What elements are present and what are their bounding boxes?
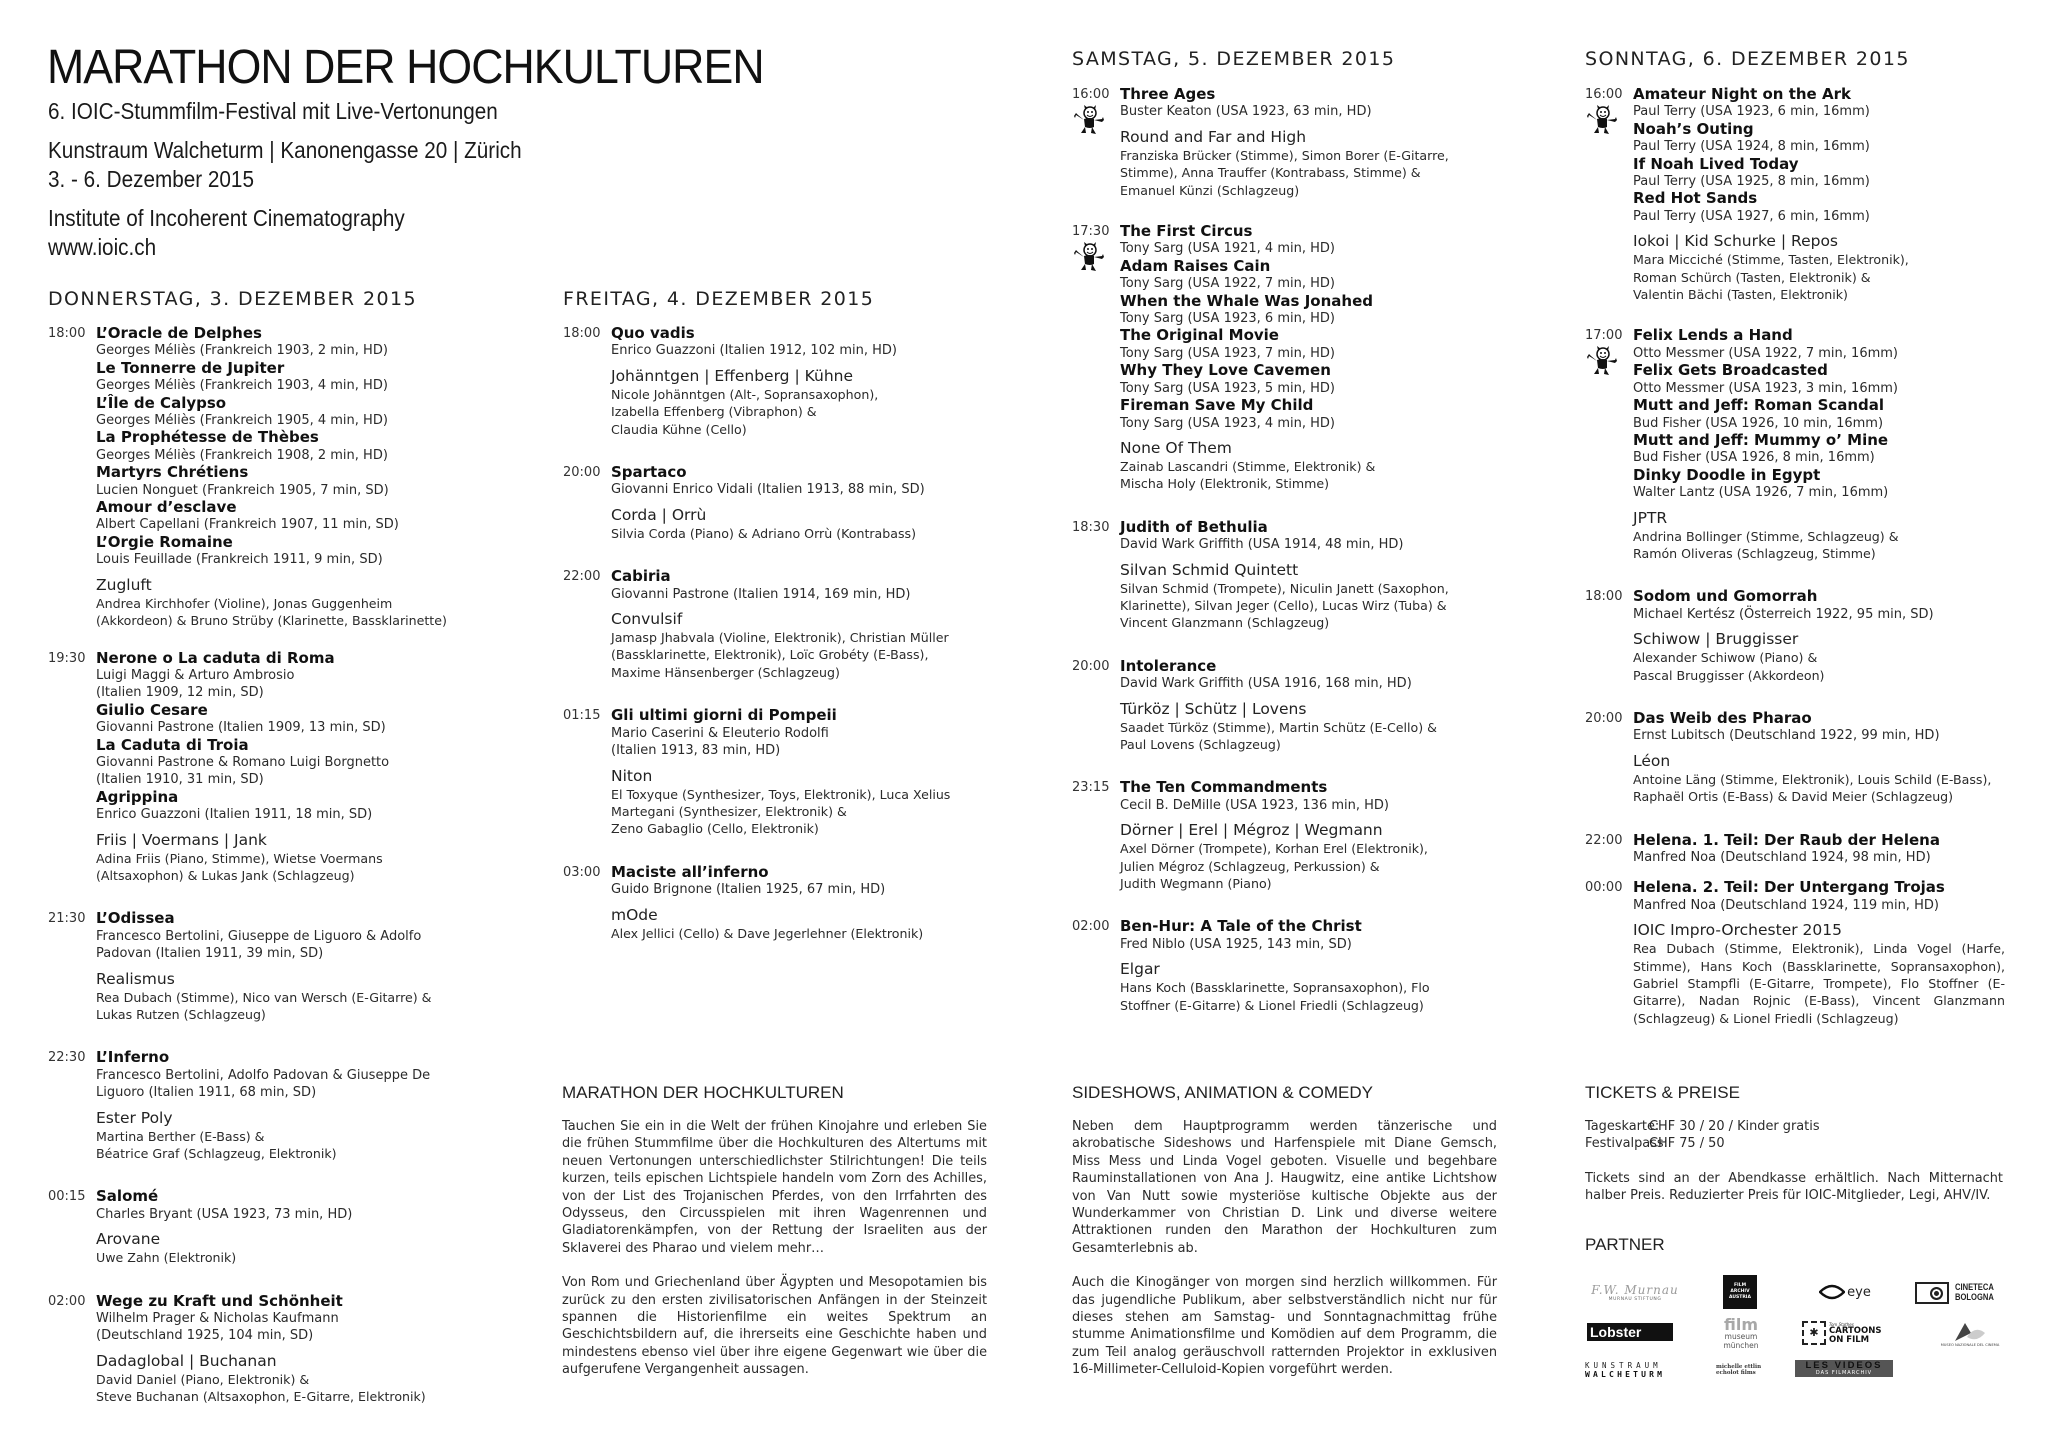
band-members: Axel Dörner (Trompete), Korhan Erel (Elektronik), <box>1120 841 1428 857</box>
film-credits: Luigi Maggi & Arturo Ambrosio <box>96 667 295 683</box>
film-credits: Georges Méliès (Frankreich 1905, 4 min, HD) <box>96 413 388 429</box>
band-members: Judith Wegmann (Piano) <box>1120 876 1272 891</box>
band-name: Léon <box>1633 751 1671 770</box>
film-title: Felix Gets Broadcasted <box>1633 361 1828 380</box>
film-title: Quo vadis <box>611 324 695 342</box>
band-members: Emanuel Künzi (Schlagzeug) <box>1120 182 1300 198</box>
film-title: The First Circus <box>1120 222 1253 241</box>
festival-dates: 3. - 6. Dezember 2015 <box>48 166 254 192</box>
slot-time: 22:30 <box>48 1050 86 1066</box>
band-members: Vincent Glanzmann (Schlagzeug) <box>1120 615 1330 631</box>
time-slot <box>563 464 1033 542</box>
film-title: Wege zu Kraft und Schönheit <box>96 1291 343 1310</box>
organizer: Institute of Incoherent Cinematography <box>48 205 405 231</box>
film-credits: Otto Messmer (USA 1922, 7 min, 16mm) <box>1633 345 1898 361</box>
michelle-ettlin-logo <box>1716 1359 1772 1381</box>
film-title: La Caduta di Troia <box>96 735 249 754</box>
band-name: Arovane <box>96 1230 161 1249</box>
film-credits: Enrico Guazzoni (Italien 1911, 18 min, SD) <box>96 807 373 823</box>
film-credits: Tony Sarg (USA 1923, 4 min, HD) <box>1120 415 1335 431</box>
about-paragraph: Tauchen Sie ein in die Welt der frühen Kinojahre und erleben Sie die frühen Stummfilme über die Hochkulturen des Altertums mit neuen Vertonungen unterschiedlichster Stilrichtungen! Die teils kurzen, teils epischen Lichtspiele handeln vom Zorn des Achilles, von der List des Trojanischen Pferdes, von den Irrfahrten des Odysseus, den Circusspielen mit ihren Wagenrennen und Gladiatorenkämpfen, von der Rettung der Israeliten aus der Sklaverei des Pharao und vielem mehr… <box>562 1119 987 1256</box>
sideshows-text <box>1072 1118 1497 1396</box>
band-members: Roman Schürch (Tasten, Elektronik) & <box>1633 269 1871 285</box>
logo-text: CARTOONS ON FILM <box>1829 1325 1882 1345</box>
film-title: Three Ages <box>1120 85 1216 103</box>
film-credits: Tony Sarg (USA 1923, 6 min, HD) <box>1120 311 1335 327</box>
film-title: Giulio Cesare <box>96 700 208 719</box>
film-title: Salomé <box>96 1187 159 1206</box>
film-credits: Lucien Nonguet (Frankreich 1905, 7 min, SD) <box>96 482 389 498</box>
slot-time: 17:00 <box>1585 328 1623 344</box>
cineteca-bologna-logo <box>1915 1280 2005 1306</box>
film-credits: Fred Niblo (USA 1925, 143 min, SD) <box>1120 936 1352 952</box>
price-row <box>1585 1118 1820 1135</box>
logo-subtext: DAS FILMARCHIV <box>1815 1370 1873 1376</box>
logo-text: michelle ettlin <box>1716 1364 1762 1370</box>
logo-text: Lobster <box>1590 1324 1642 1340</box>
band-members: Hans Koch (Bassklarinette, Sopransaxophon), Flo <box>1120 980 1430 996</box>
band-name: Elgar <box>1120 960 1160 979</box>
band-members: Stoffner (E-Gitarre) & Lionel Friedli (Schlagzeug) <box>1120 997 1424 1013</box>
logo-text: film <box>1723 1314 1758 1334</box>
film-credits: Tony Sarg (USA 1923, 7 min, HD) <box>1120 345 1335 361</box>
band-members: Franziska Brücker (Stimme), Simon Borer (E-Gitarre, <box>1120 147 1449 163</box>
logo-subtext: WALCHETURM <box>1585 1370 1666 1379</box>
film-credits: Enrico Guazzoni (Italien 1912, 102 min, HD) <box>611 343 897 359</box>
film-title: Judith of Bethulia <box>1120 517 1268 536</box>
film-credits: Michael Kertész (Österreich 1922, 95 min, SD) <box>1633 606 1934 622</box>
film-credits: Giovanni Pastrone & Romano Luigi Borgnetto <box>96 754 390 770</box>
time-slot <box>48 1188 518 1266</box>
filmarchiv-austria-logo: FILM ARCHIV AUSTRIA <box>1723 1275 1757 1309</box>
time-slot <box>48 1293 518 1406</box>
slot-time: 02:00 <box>1072 919 1110 935</box>
film-title: Agrippina <box>96 787 179 806</box>
band-name: mOde <box>611 905 658 924</box>
slot-time: 18:30 <box>1072 519 1110 535</box>
cineteca-frame-icon <box>1915 1282 1949 1304</box>
time-slot <box>1585 327 2025 562</box>
time-slot <box>563 568 1033 681</box>
band-members: Ramón Oliveras (Schlagzeug, Stimme) <box>1633 545 1876 561</box>
film-title: Sodom und Gomorrah <box>1633 587 1818 606</box>
band-members: Valentin Bächi (Tasten, Elektronik) <box>1633 287 1848 303</box>
filmstrip-icon: ✱ <box>1802 1321 1826 1345</box>
slot-time: 22:00 <box>563 569 601 585</box>
band-members: Béatrice Graf (Schlagzeug, Elektronik) <box>96 1146 337 1162</box>
logo-subtext: MURNAU STIFTUNG <box>1608 1296 1662 1302</box>
slot-time: 00:15 <box>48 1189 86 1205</box>
film-credits: Charles Bryant (USA 1923, 73 min, HD) <box>96 1206 353 1222</box>
museo-mark-icon <box>1953 1321 1987 1343</box>
slot-time: 01:15 <box>563 708 601 724</box>
price-value: CHF 75 / 50 <box>1649 1136 1725 1151</box>
film-credits: Paul Terry (USA 1923, 6 min, 16mm) <box>1633 104 1870 120</box>
band-members: Uwe Zahn (Elektronik) <box>96 1250 237 1266</box>
band-name: IOIC Impro-Orchester 2015 <box>1633 921 1842 940</box>
band-members: Adina Friis (Piano, Stimme), Wietse Voermans <box>96 850 383 866</box>
band-members: (Altsaxophon) & Lukas Jank (Schlagzeug) <box>96 867 355 883</box>
felix-the-cat-icon <box>1074 105 1104 135</box>
band-name: Johänntgen | Effenberg | Kühne <box>611 366 853 385</box>
band-members: Antoine Läng (Stimme, Elektronik), Louis Schild (E-Bass), <box>1633 771 1992 787</box>
slot-time: 20:00 <box>1072 658 1110 674</box>
logo-text: KUNSTRAUM <box>1585 1361 1662 1370</box>
logo-text: F.W. Murnau <box>1591 1282 1679 1297</box>
band-name: Ester Poly <box>96 1108 173 1127</box>
time-slot <box>1585 832 2025 867</box>
about-heading: MARATHON DER HOCHKULTUREN <box>562 1083 844 1102</box>
film-credits: Padovan (Italien 1911, 39 min, SD) <box>96 946 324 962</box>
band-members: Silvia Corda (Piano) & Adriano Orrù (Kontrabass) <box>611 525 917 541</box>
time-slot <box>1585 879 2025 1027</box>
film-credits: Bud Fisher (USA 1926, 8 min, 16mm) <box>1633 450 1875 466</box>
band-members: Alex Jellici (Cello) & Dave Jegerlehner (Elektronik) <box>611 925 924 941</box>
film-credits: Giovanni Pastrone (Italien 1909, 13 min, SD) <box>96 720 386 736</box>
film-title: L’Inferno <box>96 1048 170 1067</box>
logo-subtext: museum münchen <box>1723 1331 1759 1350</box>
film-credits: Francesco Bertolini, Adolfo Padovan & Giuseppe De <box>96 1067 431 1083</box>
film-credits: Tony Sarg (USA 1923, 5 min, HD) <box>1120 380 1335 396</box>
film-title: Ben-Hur: A Tale of the Christ <box>1120 917 1362 936</box>
film-title: Dinky Doodle in Egypt <box>1633 465 1821 484</box>
band-name: Realismus <box>96 969 175 988</box>
film-title: Nerone o La caduta di Roma <box>96 648 335 667</box>
band-name: Convulsif <box>611 610 683 629</box>
film-credits: Tony Sarg (USA 1922, 7 min, HD) <box>1120 276 1335 292</box>
band-members: Saadet Türköz (Stimme), Martin Schütz (E-Cello) & <box>1120 719 1437 735</box>
logo-subtext: Tom Stathes <box>1829 1321 1854 1327</box>
film-title: L’Île de Calypso <box>96 393 227 412</box>
film-title: Mutt and Jeff: Roman Scandal <box>1633 396 1885 415</box>
band-members: Andrea Kirchhofer (Violine), Jonas Guggenheim <box>96 595 393 611</box>
film-title: When the Whale Was Jonahed <box>1120 291 1373 310</box>
time-slot <box>1072 779 1542 892</box>
slot-time: 22:00 <box>1585 832 1623 848</box>
film-title: Spartaco <box>611 463 687 482</box>
venue-address: Kunstraum Walcheturm | Kanonengasse 20 | Zürich <box>48 137 522 163</box>
film-title: The Ten Commandments <box>1120 778 1328 797</box>
time-slot <box>1585 588 2025 684</box>
band-members: El Toxyque (Synthesizer, Toys, Elektronik), Luca Xelius <box>611 786 951 802</box>
day-heading-saturday: SAMSTAG, 5. DEZEMBER 2015 <box>1072 48 1396 70</box>
film-credits: (Italien 1909, 12 min, SD) <box>96 685 264 701</box>
logo-text: eye <box>1847 1284 1871 1300</box>
band-name: Dörner | Erel | Mégroz | Wegmann <box>1120 821 1383 840</box>
film-title: If Noah Lived Today <box>1633 154 1799 173</box>
film-credits: Wilhelm Prager & Nicholas Kaufmann <box>96 1311 339 1327</box>
film-title: Why They Love Cavemen <box>1120 361 1331 380</box>
band-members: Andrina Bollinger (Stimme, Schlagzeug) & <box>1633 528 1899 544</box>
band-name: JPTR <box>1633 508 1668 527</box>
film-credits: (Deutschland 1925, 104 min, SD) <box>96 1328 314 1344</box>
slot-time: 21:30 <box>48 911 86 927</box>
film-title: L’Oracle de Delphes <box>96 324 262 342</box>
band-members: Claudia Kühne (Cello) <box>611 421 747 437</box>
sideshows-paragraph: Neben dem Hauptprogramm werden tänzerische und akrobatische Sideshows und Harfenspiele mit Diane Gemsch, Miss Mess und Linda Vogel geboten. Visuelle und begehbare Rauminstallationen von Ana J. Haugwitz, eine antike Lichtshow von Van Nutt sowie mysteriöse kultische Objekte aus der Wunderkammer von Christian D. Link und diverse weitere Attraktionen runden den Marathon der Hochkulturen zum Gesamterlebnis ab. <box>1072 1119 1497 1256</box>
film-credits: (Italien 1910, 31 min, SD) <box>96 772 264 788</box>
logo-subtext: echolot films <box>1716 1370 1756 1376</box>
film-title: Cabiria <box>611 567 671 586</box>
kunstraum-walcheturm-logo <box>1585 1358 1677 1382</box>
film-title: Amour d’esclave <box>96 498 237 517</box>
time-slot <box>48 325 518 630</box>
time-slot <box>1072 86 1542 199</box>
about-text <box>562 1118 987 1396</box>
film-title: The Original Movie <box>1120 326 1279 345</box>
band-name: Friis | Voermans | Jank <box>96 830 267 849</box>
price-label: Tageskarte: <box>1585 1119 1660 1134</box>
band-members: (Bassklarinette, Elektronik), Loïc Grobéty (E-Bass), <box>611 647 929 663</box>
day-heading-sunday: SONNTAG, 6. DEZEMBER 2015 <box>1585 48 1910 70</box>
time-slot <box>1072 223 1542 493</box>
slot-time: 02:00 <box>48 1293 86 1309</box>
murnau-stiftung-logo <box>1585 1274 1685 1310</box>
film-credits: Paul Terry (USA 1925, 8 min, 16mm) <box>1633 174 1870 190</box>
band-name: Zugluft <box>96 575 152 594</box>
band-members: Pascal Bruggisser (Akkordeon) <box>1633 667 1825 683</box>
film-credits: Francesco Bertolini, Giuseppe de Liguoro & Adolfo <box>96 928 422 944</box>
tickets-note: Tickets sind an der Abendkasse erhältlich. Nach Mitternacht halber Preis. Reduzierter Preis für IOIC-Mitglieder, Legi, AHV/IV. <box>1585 1171 2003 1204</box>
band-members: Martina Berther (E-Bass) & <box>96 1128 265 1144</box>
band-name: Iokoi | Kid Schurke | Repos <box>1633 232 1839 251</box>
band-members: Klarinette), Silvan Jeger (Cello), Lucas Wirz (Tuba) & <box>1120 597 1447 613</box>
felix-the-cat-icon <box>1587 105 1617 135</box>
band-members: Lukas Rutzen (Schlagzeug) <box>96 1007 266 1022</box>
film-title: Le Tonnerre de Jupiter <box>96 358 285 377</box>
band-members: Martegani (Synthesizer, Elektronik) & <box>611 803 847 819</box>
time-slot <box>1585 86 2025 303</box>
film-credits: David Wark Griffith (USA 1916, 168 min, HD) <box>1120 676 1412 692</box>
film-title: L’Orgie Romaine <box>96 532 233 551</box>
band-members: Jamasp Jhabvala (Violine, Elektronik), Christian Müller <box>611 630 949 646</box>
eye-logo <box>1810 1282 1880 1302</box>
museo-nazionale-cinema-logo <box>1935 1316 2005 1352</box>
time-slot <box>1585 710 2025 806</box>
time-slot <box>1072 918 1542 1014</box>
film-credits: Tony Sarg (USA 1921, 4 min, HD) <box>1120 241 1335 257</box>
band-members: Maxime Hänsenberger (Schlagzeug) <box>611 664 840 680</box>
time-slot <box>1072 658 1542 754</box>
price-row <box>1585 1135 1820 1152</box>
time-slot <box>1072 519 1542 632</box>
time-slot <box>563 325 1033 438</box>
band-members: Raphaël Ortis (E-Bass) & David Meier (Schlagzeug) <box>1633 789 1954 805</box>
film-credits: Georges Méliès (Frankreich 1903, 2 min, HD) <box>96 343 388 359</box>
slot-time: 19:30 <box>48 650 86 666</box>
logo-text: LES VIDEOS <box>1805 1360 1883 1371</box>
day-heading-friday: FREITAG, 4. DEZEMBER 2015 <box>563 288 875 310</box>
film-title: Helena. 1. Teil: Der Raub der Helena <box>1633 830 1940 849</box>
slot-time: 20:00 <box>563 465 601 481</box>
price-label: Festivalpass: <box>1585 1136 1668 1151</box>
band-name: None Of Them <box>1120 438 1232 457</box>
time-slot <box>563 707 1033 837</box>
day-schedule-thursday <box>48 325 518 1406</box>
film-title: Das Weib des Pharao <box>1633 708 1812 727</box>
film-credits: Manfred Noa (Deutschland 1924, 119 min, HD) <box>1633 897 1939 913</box>
logo-text: MUSEO NAZIONALE DEL CINEMA <box>1940 1343 2000 1347</box>
film-credits: Otto Messmer (USA 1923, 3 min, 16mm) <box>1633 380 1898 396</box>
time-slot <box>48 1049 518 1162</box>
felix-the-cat-icon <box>1587 346 1617 376</box>
slot-time: 18:00 <box>1585 589 1623 605</box>
film-title: Martyrs Chrétiens <box>96 463 249 482</box>
felix-the-cat-icon <box>1074 242 1104 272</box>
cartoons-on-film-logo <box>1802 1320 1888 1346</box>
film-title: Mutt and Jeff: Mummy o’ Mine <box>1633 430 1889 449</box>
film-credits: Georges Méliès (Frankreich 1903, 4 min, HD) <box>96 378 388 394</box>
les-videos-logo <box>1795 1360 1893 1377</box>
time-slot <box>48 910 518 1023</box>
film-credits: Georges Méliès (Frankreich 1908, 2 min, HD) <box>96 447 388 463</box>
price-value: CHF 30 / 20 / Kinder gratis <box>1649 1119 1820 1134</box>
film-title: Red Hot Sands <box>1633 189 1758 208</box>
film-title: Maciste all’inferno <box>611 862 769 881</box>
band-members: Stimme), Anna Trauffer (Kontrabass, Stimme) & <box>1120 165 1421 181</box>
lobster-logo <box>1587 1323 1673 1341</box>
film-credits: Guido Brignone (Italien 1925, 67 min, HD) <box>611 882 886 898</box>
film-credits: Walter Lantz (USA 1926, 7 min, 16mm) <box>1633 485 1889 501</box>
film-title: Gli ultimi giorni di Pompeii <box>611 706 837 725</box>
logo-text: CINETECA BOLOGNA <box>1955 1282 1994 1303</box>
film-title: L’Odissea <box>96 909 175 928</box>
tickets-heading: TICKETS & PREISE <box>1585 1083 1740 1102</box>
band-members: Izabella Effenberg (Vibraphon) & <box>611 404 817 420</box>
band-members: Paul Lovens (Schlagzeug) <box>1120 736 1281 752</box>
film-credits: Bud Fisher (USA 1926, 10 min, 16mm) <box>1633 415 1884 431</box>
partners-heading: PARTNER <box>1585 1235 1665 1254</box>
film-title: Fireman Save My Child <box>1120 396 1314 415</box>
band-name: Niton <box>611 766 653 785</box>
slot-time: 23:15 <box>1072 780 1110 796</box>
band-name: Corda | Orrù <box>611 505 707 524</box>
about-paragraph: Von Rom und Griechenland über Ägypten und Mesopotamien bis zurück zu den ersten zivilisatorischen Anfängen in der Steinzeit spannen die Historienfilme ein weites Spektrum an Geschichtsbildern auf, die ihrerseits eine Geschichte haben und mindestens ebenso viel über ihre eigene Gegenwart wie über die aufgerufene Vergangenheit aussagen. <box>562 1275 987 1378</box>
film-credits: Giovanni Pastrone (Italien 1914, 169 min, HD) <box>611 586 911 602</box>
film-credits: Mario Caserini & Eleuterio Rodolfi <box>611 725 829 741</box>
slot-time: 20:00 <box>1585 710 1623 726</box>
band-members: Silvan Schmid (Trompete), Niculin Janett (Saxophon, <box>1120 580 1449 596</box>
band-members: Steve Buchanan (Altsaxophon, E-Gitarre, Elektronik) <box>96 1389 426 1405</box>
band-members: Mara Micciché (Stimme, Tasten, Elektronik), <box>1633 252 1909 268</box>
band-name: Dadaglobal | Buchanan <box>96 1351 277 1370</box>
film-credits: Albert Capellani (Frankreich 1907, 11 min, SD) <box>96 517 399 533</box>
film-title: Adam Raises Cain <box>1120 256 1271 275</box>
website-link[interactable]: www.ioic.ch <box>48 234 157 260</box>
film-title: Noah’s Outing <box>1633 119 1754 138</box>
film-credits: Paul Terry (USA 1924, 8 min, 16mm) <box>1633 139 1870 155</box>
slot-time: 16:00 <box>1072 87 1110 102</box>
film-title: La Prophétesse de Thèbes <box>96 428 319 447</box>
film-credits: Buster Keaton (USA 1923, 63 min, HD) <box>1120 104 1372 120</box>
band-members: Zeno Gabaglio (Cello, Elektronik) <box>611 821 819 837</box>
eye-shape-icon <box>1819 1284 1845 1300</box>
day-schedule-saturday <box>1072 86 1542 1014</box>
slot-time: 18:00 <box>48 326 86 341</box>
film-credits: Manfred Noa (Deutschland 1924, 98 min, HD) <box>1633 850 1931 865</box>
slot-time: 03:00 <box>563 864 601 880</box>
band-members: Nicole Johänntgen (Alt-, Sopransaxophon), <box>611 386 879 402</box>
film-title: Felix Lends a Hand <box>1633 326 1793 345</box>
film-credits: Louis Feuillade (Frankreich 1911, 9 min, SD) <box>96 552 383 568</box>
film-credits: (Italien 1913, 83 min, HD) <box>611 743 781 759</box>
film-credits: Paul Terry (USA 1927, 6 min, 16mm) <box>1633 208 1870 224</box>
band-members: Julien Mégroz (Schlagzeug, Perkussion) & <box>1120 858 1380 874</box>
sideshows-heading: SIDESHOWS, ANIMATION & COMEDY <box>1072 1083 1373 1102</box>
filmmuseum-muenchen-logo <box>1717 1315 1765 1351</box>
film-credits: Giovanni Enrico Vidali (Italien 1913, 88 min, SD) <box>611 482 925 498</box>
band-members: David Daniel (Piano, Elektronik) & <box>96 1371 310 1387</box>
day-schedule-sunday <box>1585 86 2025 1027</box>
band-members: (Akkordeon) & Bruno Strüby (Klarinette, Bassklarinette) <box>96 613 447 629</box>
page-title: MARATHON DER HOCHKULTUREN <box>47 41 764 94</box>
film-title: Amateur Night on the Ark <box>1633 85 1851 103</box>
film-credits: David Wark Griffith (USA 1914, 48 min, HD) <box>1120 537 1404 553</box>
sideshows-paragraph: Auch die Kinogänger von morgen sind herzlich willkommen. Für das jugendliche Publikum, aber selbstverständlich nicht nur für dieses stehen am Samstag- und Sonntagnachmittag frühe stumme Animationsfilme und Komödien auf dem Programm, die zum Teil analog geräuschvoll ratternden Projektor in exklusiven 16-Millimeter-Celluloid-Kopien vorgeführt werden. <box>1072 1275 1497 1378</box>
day-heading-thursday: DONNERSTAG, 3. DEZEMBER 2015 <box>48 288 417 310</box>
festival-subtitle: 6. IOIC-Stummfilm-Festival mit Live-Vertonungen <box>48 98 498 124</box>
slot-time: 00:00 <box>1585 880 1623 896</box>
time-slot <box>563 864 1033 942</box>
band-members: Rea Dubach (Stimme), Nico van Wersch (E-Gitarre) & <box>96 989 432 1005</box>
slot-time: 17:30 <box>1072 224 1110 240</box>
film-credits: Cecil B. DeMille (USA 1923, 136 min, HD) <box>1120 797 1389 813</box>
band-name: Silvan Schmid Quintett <box>1120 560 1299 579</box>
band-name: Round and Far and High <box>1120 127 1307 146</box>
band-name: Schiwow | Bruggisser <box>1633 630 1799 649</box>
band-members: Alexander Schiwow (Piano) & <box>1633 650 1818 666</box>
film-credits: Liguoro (Italien 1911, 68 min, SD) <box>96 1085 317 1101</box>
band-members: Zainab Lascandri (Stimme, Elektronik) & <box>1120 458 1376 474</box>
band-name: Türköz | Schütz | Lovens <box>1120 699 1307 718</box>
slot-time: 16:00 <box>1585 87 1623 102</box>
time-slot <box>48 650 518 885</box>
band-members: Mischa Holy (Elektronik, Stimme) <box>1120 476 1330 492</box>
film-title: Helena. 2. Teil: Der Untergang Trojas <box>1633 878 1945 897</box>
film-title: Intolerance <box>1120 656 1217 675</box>
ticket-prices <box>1585 1118 1820 1152</box>
day-schedule-friday <box>563 325 1033 942</box>
film-credits: Ernst Lubitsch (Deutschland 1922, 99 min, HD) <box>1633 728 1940 744</box>
slot-time: 18:00 <box>563 326 601 341</box>
band-members: Rea Dubach (Stimme, Elektronik), Linda Vogel (Harfe, Stimme), Hans Koch (Bassklarinette, Sopransaxophon), Gabriel Stampfli (E-Gitarre, Trompete), Flo Stoffner (E-Gitarre), Nadan Rojnic (E-Bass), Vincent Glanzmann (Schlagzeug) & Lionel Friedli (Schlagzeug) <box>1633 941 2005 1026</box>
